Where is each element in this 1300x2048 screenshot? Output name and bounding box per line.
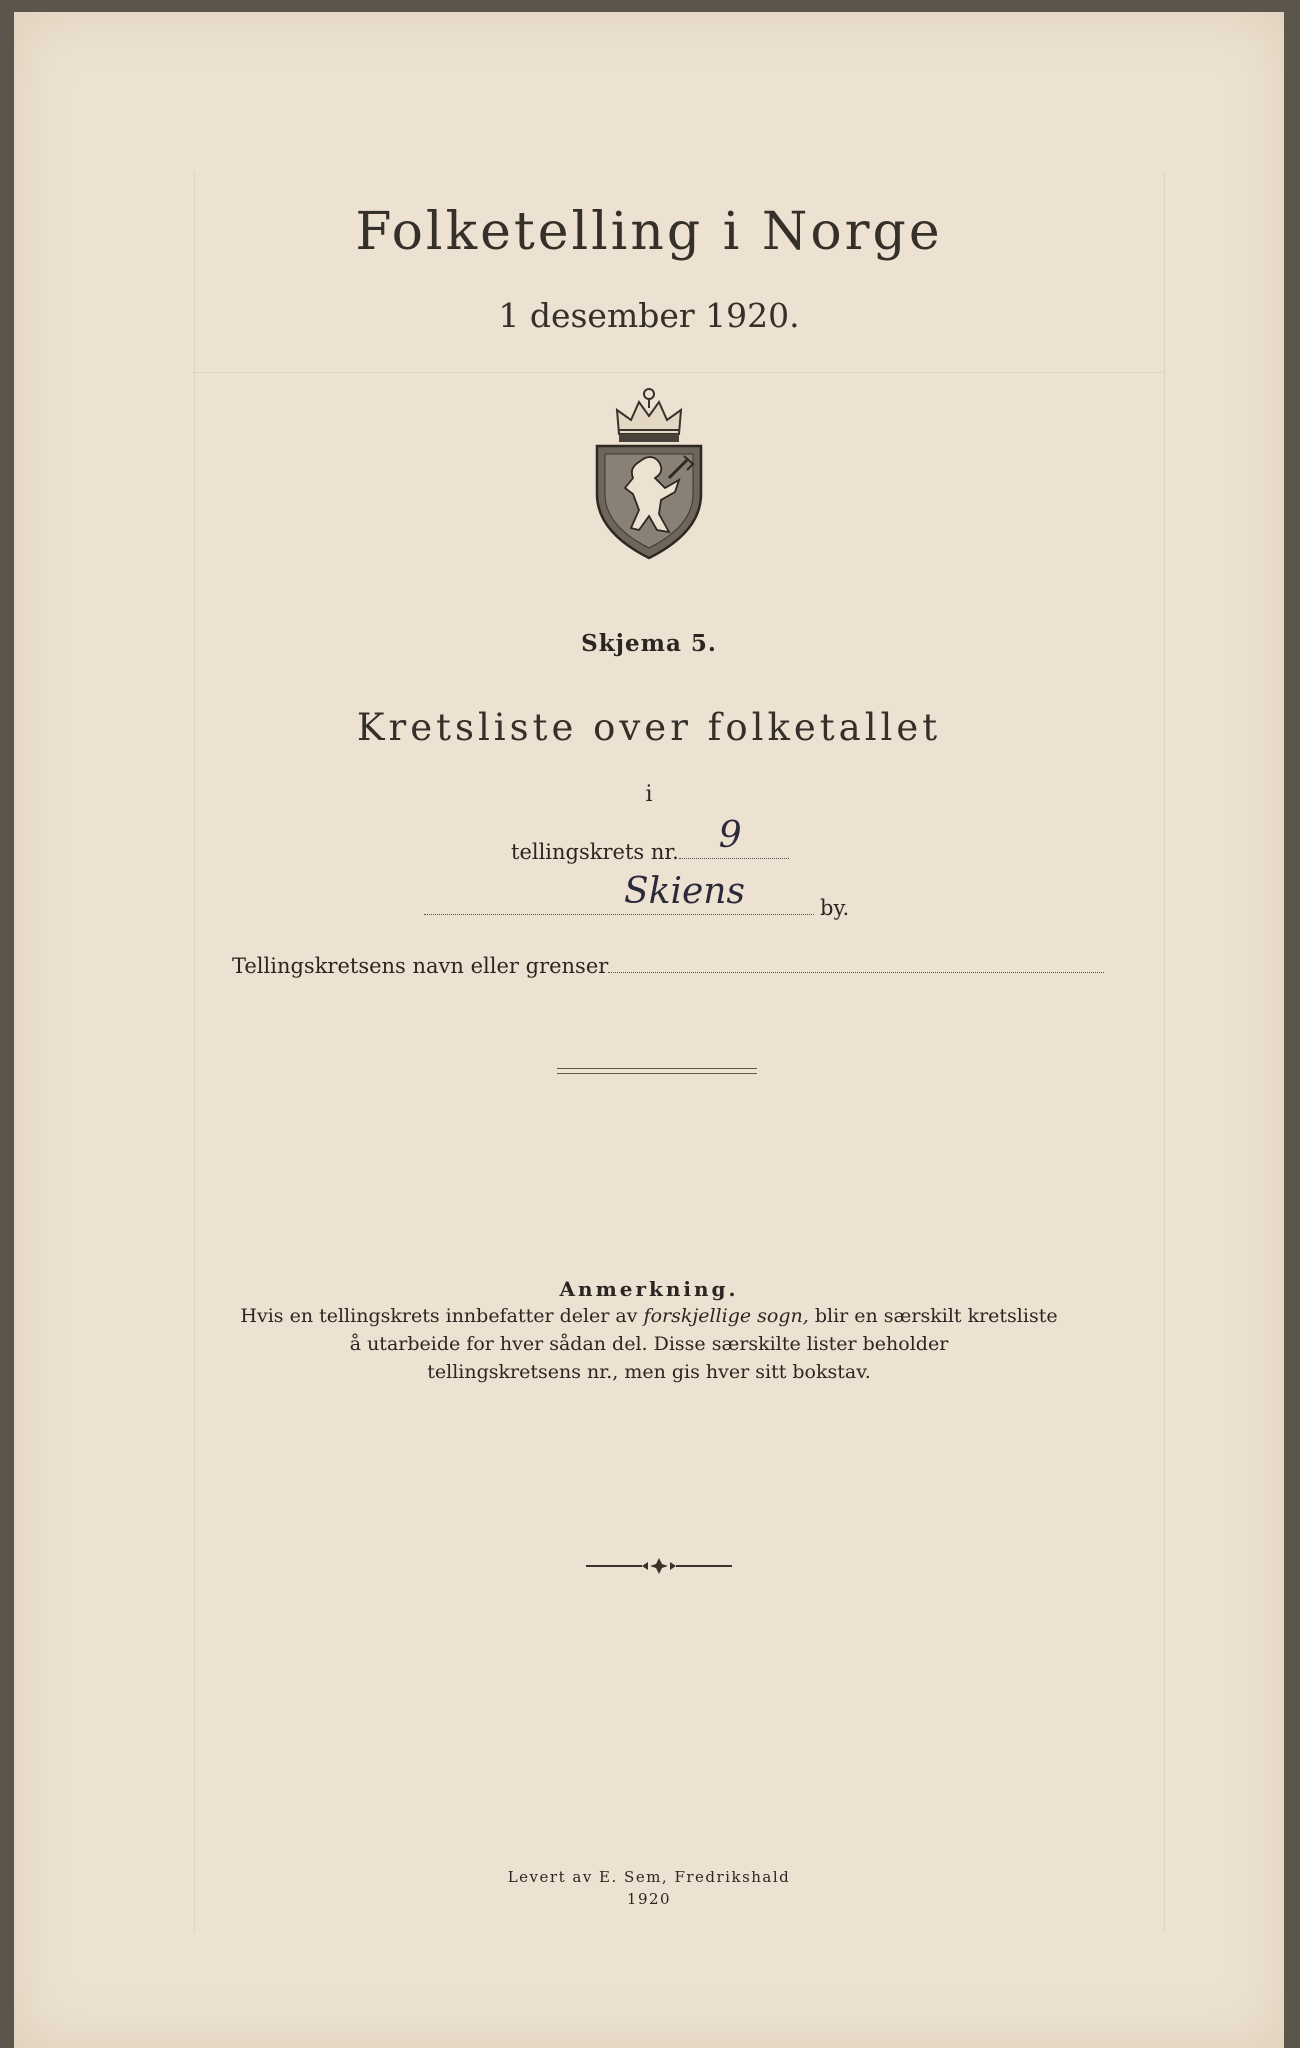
note-title: Anmerkning. xyxy=(559,1277,739,1301)
note-line-2: å utarbeide for hver sådan del. Disse særskilte lister beholder xyxy=(349,1333,949,1355)
krets-number-field xyxy=(679,815,789,859)
census-form-page xyxy=(14,12,1284,2048)
form-heading: Kretsliste over folketallet xyxy=(356,706,942,749)
page-title: Folketelling i Norge xyxy=(355,202,943,262)
note-emphasis: forskjellige sogn, xyxy=(643,1305,809,1327)
note-line-1 xyxy=(14,1302,1284,1330)
note-line-3: tellingskretsens nr., men gis hver sitt bokstav. xyxy=(427,1361,871,1383)
coat-of-arms-icon xyxy=(589,382,709,562)
note-text: Hvis en tellingskrets innbefatter deler av xyxy=(240,1305,644,1327)
town-row xyxy=(424,871,850,920)
town-suffix: by. xyxy=(820,896,850,920)
schema-number: Skjema 5. xyxy=(581,630,717,657)
district-name-field xyxy=(608,954,1104,973)
krets-number-row xyxy=(511,815,789,864)
town-field xyxy=(424,871,814,915)
note-text: blir en særskilt kretsliste xyxy=(808,1305,1058,1327)
ornament-divider-icon xyxy=(584,1556,734,1576)
printer-imprint xyxy=(14,1866,1284,1910)
preposition-i: i xyxy=(645,782,653,807)
district-name-row xyxy=(232,954,1104,978)
bleed-through-line xyxy=(1164,172,1165,1932)
printer-year: 1920 xyxy=(626,1890,672,1908)
krets-number-value: 9 xyxy=(718,815,742,856)
divider-rule xyxy=(557,1068,757,1069)
bleed-through-line xyxy=(194,372,1164,373)
divider-rule xyxy=(557,1073,757,1074)
district-name-label: Tellingskretsens navn eller grenser xyxy=(232,954,609,978)
printer-name: Levert av E. Sem, Fredrikshald xyxy=(507,1868,791,1886)
town-value: Skiens xyxy=(624,871,745,912)
bleed-through-line xyxy=(194,172,195,1932)
census-date: 1 desember 1920. xyxy=(498,296,800,335)
krets-number-label: tellingskrets nr. xyxy=(511,840,679,864)
